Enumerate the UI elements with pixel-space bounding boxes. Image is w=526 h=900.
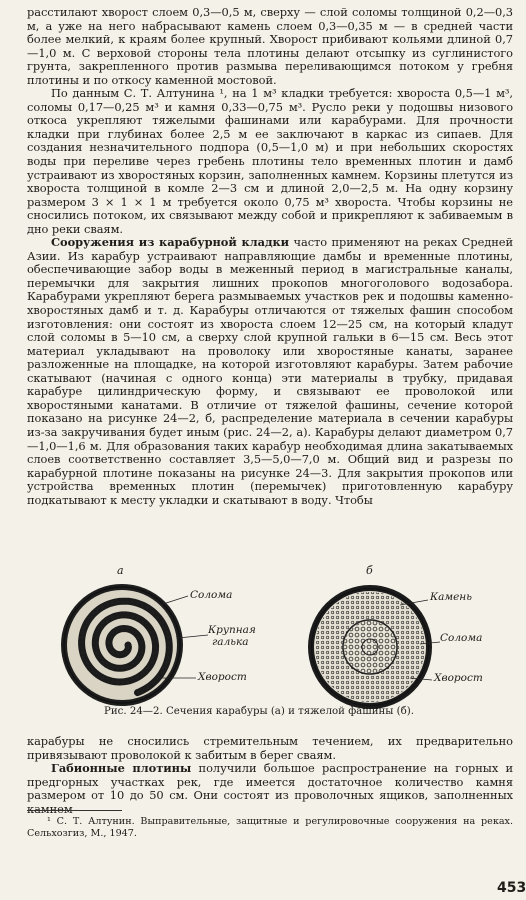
top-paragraph — [27, 87, 513, 236]
label-brushwood-left: Хворост — [198, 671, 247, 683]
text-run: часто применяют на реках Средней Азии. Из карабур устраивают направляющие дамбы и временные плотины, обеспечивающие забор воды в меженный период в магистральные каналы, перемычки для закрытия лишних прокопов многоголового водозабора. Карабурами укрепляют берега размываемых участков рек и подошвы каменно-хворостяных дамб и т. д. Карабуры отличаются от тяжелых фашин способом изготовления: они состоят из хвороста слоем 12—25 см, на который кладут слой соломы в 5—10 см, а сверху слой крупной гальки в 6—15 см. Весь этот материал укладывают на проволоку или хворостяные канаты, заранее разложенные на площадке, на которой изготовляют карабуры. Затем рабочие скатывают (начиная с одного конца) эти материалы в трубку, придавая карабуре цилиндрическую форму, и связывают ее проволокой или хворостяными канатами. В отличие от тяжелой фашины, сечение которой показано на рисунке 24—2, б, распределение материала в сечении карабуры из-за закручивания будет иным (рис. 24—2, а). Карабуры делают диаметром 0,7—1,0—1,6 м. Для образования таких карабур необходимая длина закатываемых слоев соответственно составляет 3,5—5,0—7,0 м. Общий вид и разрезы по карабурной плотине показаны на рисунке 24—3. Для закрытия прокопов или устройства временных плотин (перемычек) приготовленную карабуру подкатывают к месту укладки и скатывают в воду. Чтобы — [27, 235, 514, 507]
bold-run: Габионные плотины — [51, 761, 192, 776]
after-paragraph — [27, 735, 513, 762]
text-run: расстилают хворост слоем 0,3—0,5 м, сверху — слой соломы толщиной 0,2—0,3 м, а уже на него набрасывают камень слоем 0,3—0,35 м — в средней части более мелкий, к краям более крупный. Хворост прибивают кольями длиной 0,7—1,0 м. С верховой стороны тела плотины делают отсыпку из суглинистого грунта, закрепленного против размыва переливающимся потоком у гребня плотины и по откосу каменной мостовой. — [27, 5, 513, 87]
footnote — [27, 816, 513, 840]
karabura-section — [61, 584, 183, 706]
figure-drawing — [0, 560, 518, 730]
label-stone-right: Камень — [430, 591, 472, 603]
top-text-block — [27, 6, 513, 507]
label-brushwood-right: Хворост — [434, 672, 483, 684]
text-run: По данным С. Т. Алтунина ¹, на 1 м³ кладки требуется: хвороста 0,5—1 м³, соломы 0,17—0,25 м³ и камня 0,33—0,75 м³. Русло реки у подошвы низового откоса укрепляют тяжелыми фашинами или карабурами. Для прочности кладки при глубинах более 2,5 м ее заключают в каркас из сипаев. Для создания незначительного подпора (0,5—1,0 м) и при небольших скоростях воды при переливе через гребень плотины тело временных плотин и дамб устраивают из хворостяных корзин, заполненных камнем. Корзины плетутся из хвороста толщиной в комле 2—3 см и длиной 2,0—2,5 м. На одну корзину размером 3 × 1 × 1 м требуется около 0,75 м³ хвороста. Чтобы корзины не сносились потоком, их связывают между собой и прикрепляют к забиваемым в дно реки сваям. — [27, 86, 513, 236]
text-run: карабуры не сносились стремительным течением, их предварительно привязывают проволокой к забитым в берег сваям. — [27, 734, 513, 762]
label-straw-right: Солома — [440, 632, 483, 644]
figure-caption: Рис. 24—2. Сечения карабуры (а) и тяжелой фашины (б). — [104, 706, 414, 717]
top-paragraph — [27, 6, 513, 87]
figure-24-2 — [0, 560, 518, 730]
footnote-rule — [27, 810, 122, 811]
label-pebble-line2: галька — [212, 636, 249, 648]
top-paragraph — [27, 236, 513, 507]
figure-label-b: б — [366, 564, 373, 577]
label-straw-left: Солома — [190, 589, 233, 601]
page-number: 453 — [497, 880, 526, 896]
footnote-text: ¹ С. Т. Алтунин. Выправительные, защитные и регулировочные сооружения на реках. Сельхозгиз, М., 1947. — [27, 816, 513, 839]
bold-run: Сооружения из карабурной кладки — [51, 235, 290, 250]
figure-label-a: а — [117, 564, 124, 577]
label-pebble-line1: Крупная — [208, 624, 256, 636]
fascine-section — [308, 585, 432, 709]
after-paragraph — [27, 762, 513, 816]
text-run: получили большое распространение на горных и предгорных участках рек, где имеется достаточное количество камня размером от 10 до 50 см. Они состоят из проволочных ящиков, заполненных камнем — [27, 761, 513, 816]
after-text-block — [27, 735, 513, 816]
